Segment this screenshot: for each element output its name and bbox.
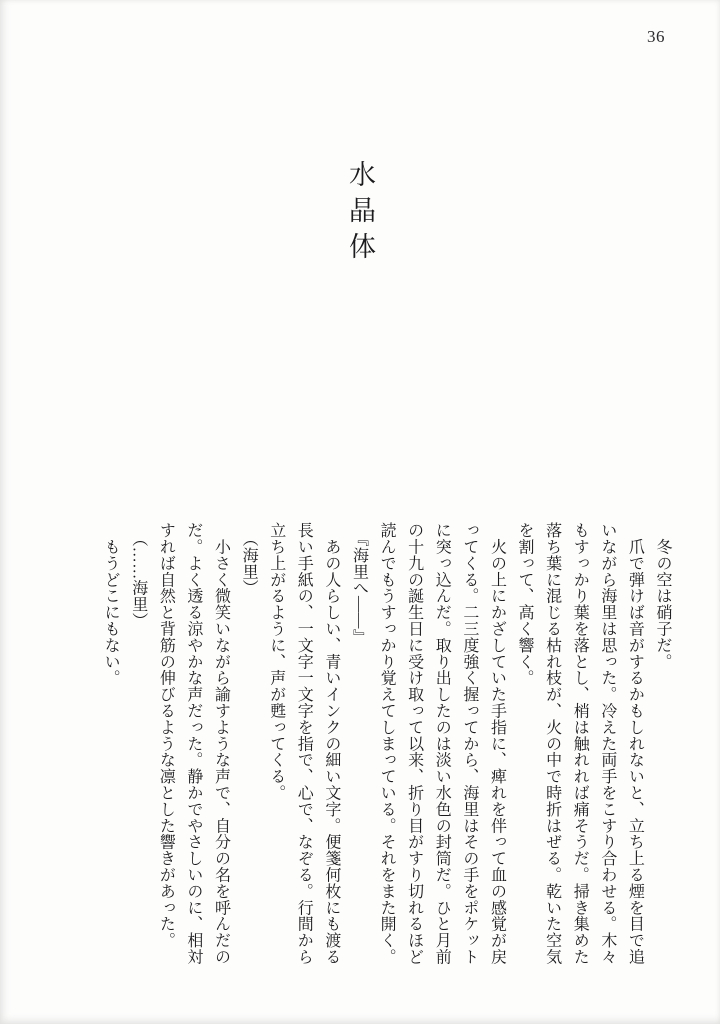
text-column: 火の上にかざしていた手指に、痺れを伴って血の感覚が戻 <box>488 522 506 965</box>
text-column: あの人らしい、青いインクの細い文字。便箋何枚にも渡る <box>322 522 340 965</box>
text-column: 冬の空は硝子だ。 <box>654 522 671 670</box>
page-number: 36 <box>647 27 665 46</box>
text-column: いながら海里は思った。冷えた両手をこすり合わせる。木々 <box>598 522 616 965</box>
text-column: を割って、高く響く。 <box>516 522 534 686</box>
text-column: すれば自然と背筋の伸びるような凛とした響きがあった。 <box>157 522 175 949</box>
text-column: もうどこにもない。 <box>102 522 120 686</box>
chapter-title: 水晶体 <box>345 160 375 269</box>
text-column: 立ち上がるように、声が甦ってくる。 <box>267 522 285 801</box>
text-column: 落ち葉に混じる枯れ枝が、火の中で時折はぜる。乾いた空気 <box>543 522 561 965</box>
text-column: に突っ込んだ。取り出したのは淡い水色の封筒だ。ひと月前 <box>433 522 451 965</box>
body-text <box>97 522 676 970</box>
text-column: 小さく微笑いながら諭すような声で、自分の名を呼んだの <box>212 522 230 965</box>
text-column: 長い手紙の、一文字一文字を指で、心で、なぞる。行間から <box>295 522 313 965</box>
text-column: 読んでもうすっかり覚えてしまっている。それをまた開く。 <box>378 522 396 965</box>
text-column: だ。よく透る涼やかな声だった。静かでやさしいのに、相対 <box>184 522 202 965</box>
text-column: ってくる。二三度強く握ってから、海里はその手をポケット <box>460 522 478 965</box>
text-column: （海里） <box>240 522 258 596</box>
text-column: もすっかり葉を落とし、梢は触れれば痛そうだ。掃き集めた <box>571 522 589 965</box>
text-column: 爪で弾けば音がするかもしれないと、立ち上る煙を目で追 <box>626 522 644 965</box>
text-column: 『海里へ――』 <box>350 522 368 646</box>
text-column: （……海里） <box>129 522 147 629</box>
text-column: の十九の誕生日に受け取って以来、折り目がすり切れるほど <box>405 522 423 965</box>
